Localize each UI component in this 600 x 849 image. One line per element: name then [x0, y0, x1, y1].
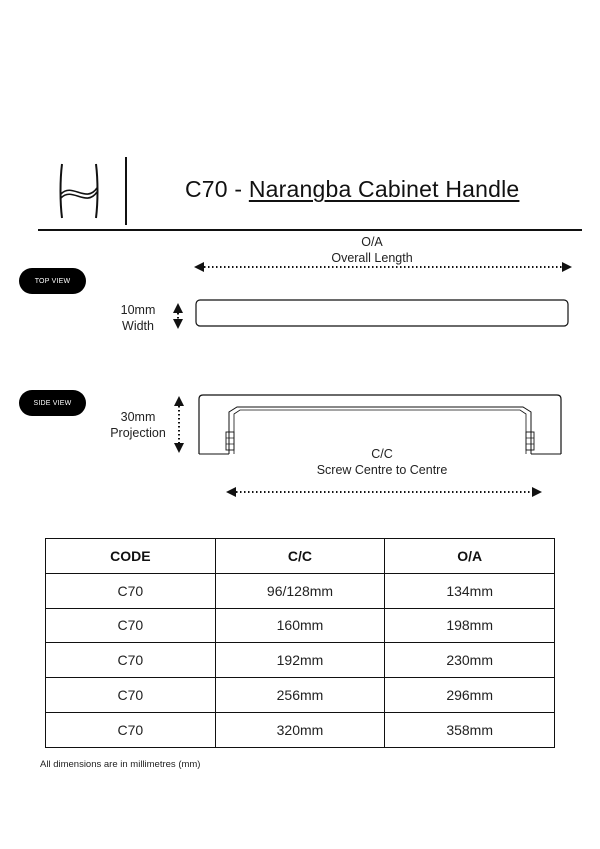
- cell-code: C70: [46, 712, 216, 747]
- cc-label: [302, 446, 462, 478]
- footnote: All dimensions are in millimetres (mm): [40, 759, 201, 770]
- header-cc: C/C: [215, 539, 385, 574]
- cc-text: Screw Centre to Centre: [316, 463, 448, 477]
- table-row: [46, 643, 555, 678]
- table-row: [46, 678, 555, 713]
- title-separator: -: [227, 176, 249, 202]
- cell-cc: 192mm: [215, 643, 385, 678]
- header-divider: [125, 157, 127, 225]
- product-name: Narangba Cabinet Handle: [248, 176, 520, 202]
- cell-cc: 256mm: [215, 678, 385, 713]
- cell-cc: 96/128mm: [215, 573, 385, 608]
- overall-length-code: O/A: [361, 235, 383, 249]
- cell-oa: 230mm: [385, 643, 555, 678]
- right-screw-boss: [526, 432, 534, 450]
- projection-text: Projection: [110, 426, 166, 440]
- cell-oa: 134mm: [385, 573, 555, 608]
- top-view-handle-outline: [196, 300, 568, 326]
- projection-label: [104, 409, 172, 441]
- page-title: [185, 176, 519, 203]
- overall-length-label: [322, 234, 422, 266]
- top-view-pill: TOP VIEW: [19, 268, 86, 294]
- cell-oa: 358mm: [385, 712, 555, 747]
- table-row: [46, 608, 555, 643]
- projection-value: 30mm: [120, 410, 156, 424]
- cell-oa: 296mm: [385, 678, 555, 713]
- side-view-pill: SIDE VIEW: [19, 390, 86, 416]
- product-code: C70: [185, 176, 228, 202]
- cell-cc: 320mm: [215, 712, 385, 747]
- cell-oa: 198mm: [385, 608, 555, 643]
- table-header-row: [46, 539, 555, 574]
- cell-cc: 160mm: [215, 608, 385, 643]
- cell-code: C70: [46, 678, 216, 713]
- width-text: Width: [122, 319, 154, 333]
- table-row: [46, 712, 555, 747]
- header-oa: O/A: [385, 539, 555, 574]
- dimensions-table: [45, 538, 555, 748]
- cell-code: C70: [46, 643, 216, 678]
- table-row: [46, 573, 555, 608]
- width-label: [108, 302, 168, 334]
- cell-code: C70: [46, 573, 216, 608]
- cc-code: C/C: [371, 447, 393, 461]
- width-value: 10mm: [120, 303, 156, 317]
- left-screw-boss: [226, 432, 234, 450]
- overall-length-text: Overall Length: [331, 251, 413, 265]
- brand-logo-icon: [50, 160, 110, 222]
- header-code: CODE: [46, 539, 216, 574]
- header-rule: [38, 229, 582, 231]
- cell-code: C70: [46, 608, 216, 643]
